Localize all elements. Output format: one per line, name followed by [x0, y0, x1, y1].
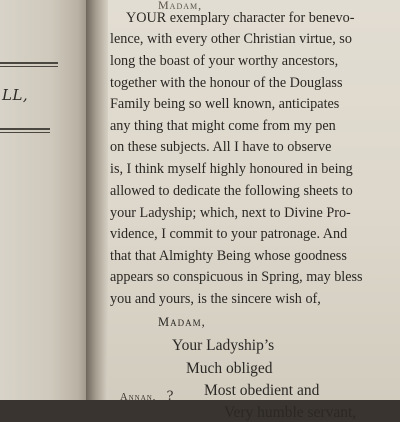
body-line: on these subjects. All I have to observe — [110, 139, 332, 155]
body-line: appears so conspicuous in Spring, may bless — [110, 269, 363, 285]
closing-line: Very humble servant, — [224, 404, 357, 421]
place-name: Annan, — [120, 392, 157, 403]
header-salutation: Madam, — [158, 0, 203, 12]
rule-line — [0, 62, 58, 64]
left-page — [0, 0, 92, 400]
closing-salutation: Madam, — [158, 315, 206, 329]
rule-line — [0, 132, 50, 133]
closing-line: Your Ladyship’s — [172, 337, 275, 354]
body-line: lence, with every other Christian virtue, so — [110, 31, 352, 47]
body-line: your Ladyship; which, next to Divine Pro- — [110, 205, 351, 221]
rule-line — [0, 128, 50, 130]
body-line: Family being so well known, anticipates — [110, 96, 340, 112]
handwritten-mark: ? — [166, 389, 174, 404]
body-line: is, I think myself highly honoured in being — [110, 161, 353, 177]
closing-line: Much obliged — [186, 360, 273, 377]
body-line: together with the honour of the Douglass — [110, 75, 343, 91]
body-line: long the boast of your worthy ancestors, — [110, 53, 339, 69]
book-gutter — [86, 0, 108, 400]
closing-line: Most obedient and — [204, 382, 320, 399]
body-line: that that Almighty Being whose goodness — [110, 248, 347, 264]
body-line: YOUR exemplary character for benevo- — [126, 10, 355, 26]
body-line: vidence, I commit to your patronage. And — [110, 226, 348, 242]
body-line: you and yours, is the sincere wish of, — [110, 291, 321, 307]
rule-line — [0, 66, 58, 67]
left-page-fragment: LL, — [2, 86, 29, 104]
body-line: any thing that might come from my pen — [110, 118, 336, 134]
body-line: allowed to dedicate the following sheets to — [110, 183, 353, 199]
place-line — [120, 387, 173, 405]
